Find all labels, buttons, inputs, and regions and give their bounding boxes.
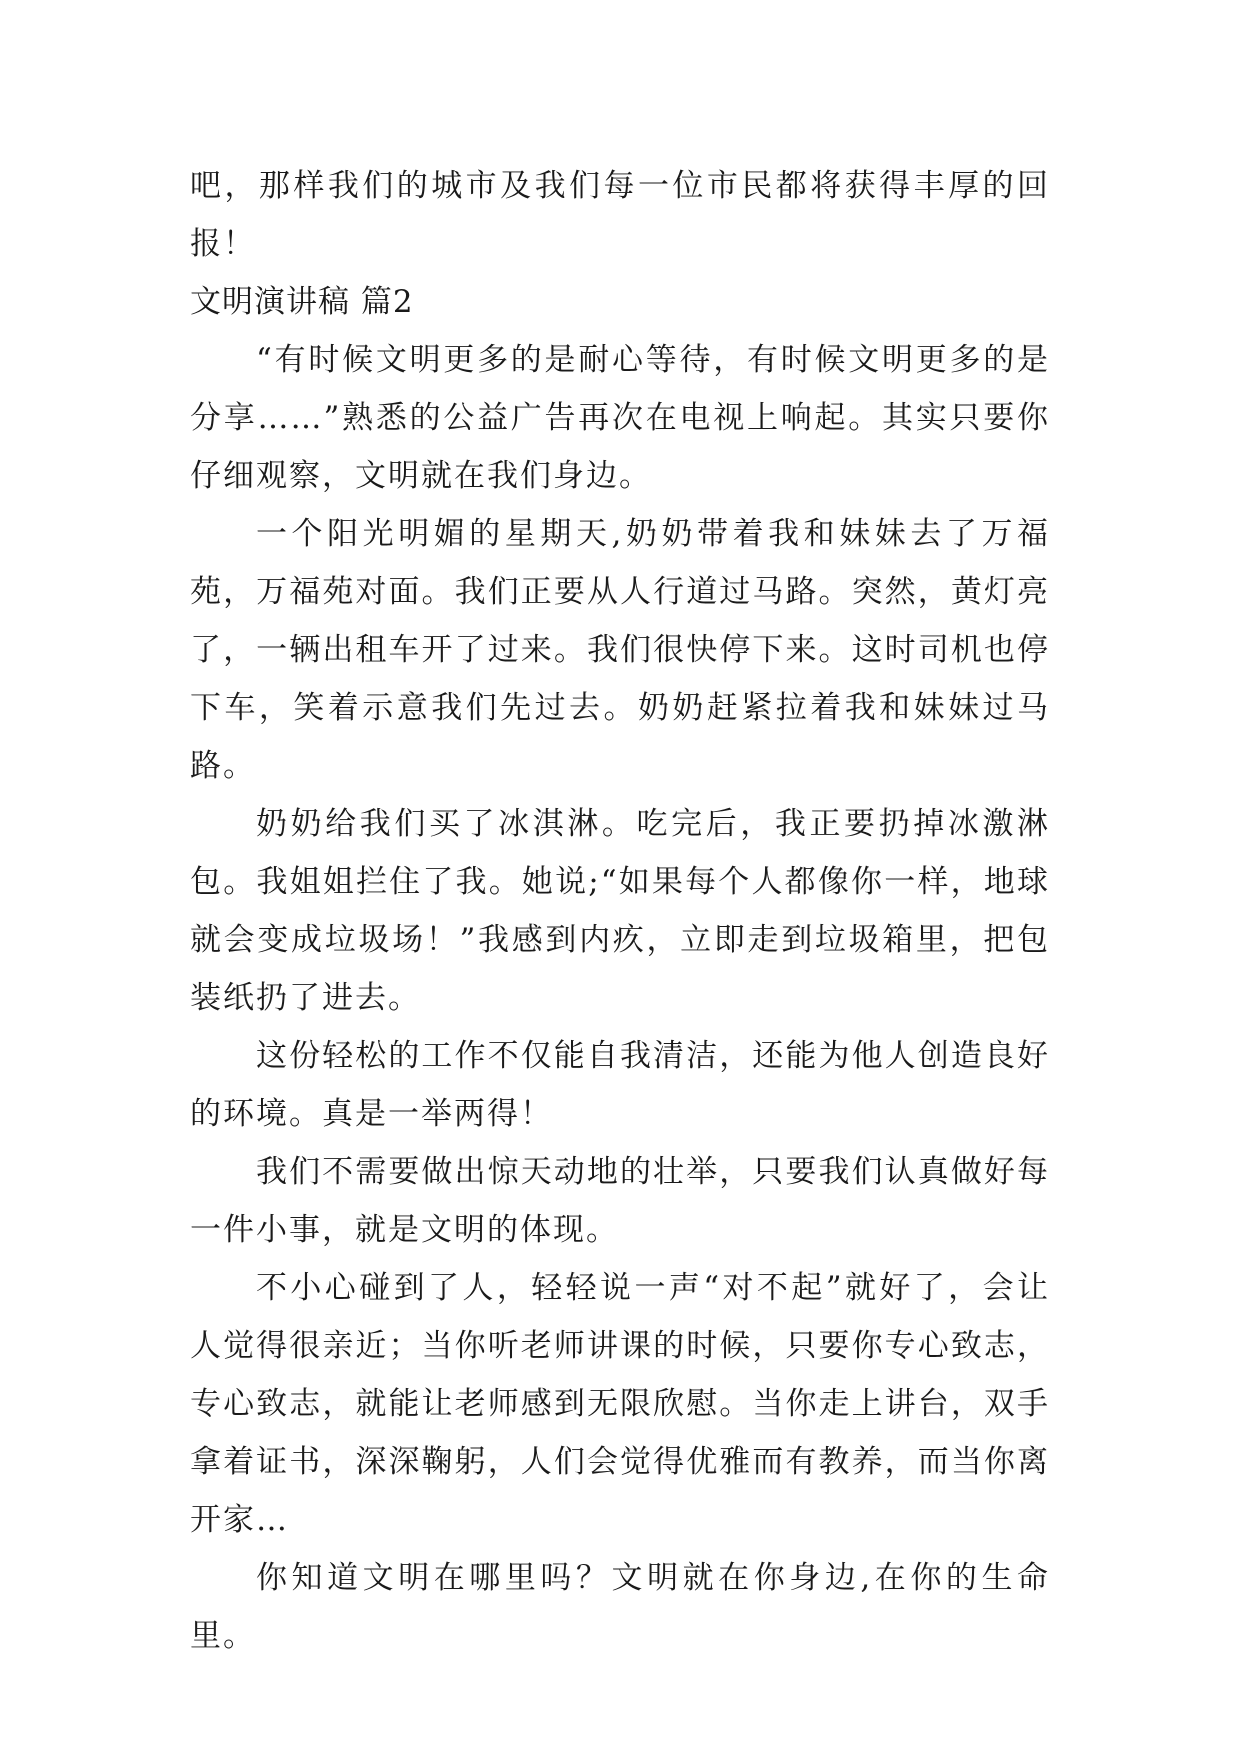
paragraph: “有时候文明更多的是耐心等待，有时候文明更多的是分享……”熟悉的公益广告再次在电视上响起。其实只要你仔细观察，文明就在我们身边。 [190,342,1050,494]
paragraph: 这份轻松的工作不仅能自我清洁，还能为他人创造良好的环境。真是一举两得！ [190,1038,1050,1132]
document-body [190,157,1050,1665]
paragraph: 你知道文明在哪里吗？文明就在你身边,在你的生命里。 [190,1560,1050,1654]
paragraph: 不小心碰到了人，轻轻说一声“对不起”就好了，会让人觉得很亲近；当你听老师讲课的时候，只要你专心致志，专心致志，就能让老师感到无限欣慰。当你走上讲台，双手拿着证书，深深鞠躬，人们会觉得优雅而有教养，而当你离开家… [190,1270,1050,1538]
paragraph: 奶奶给我们买了冰淇淋。吃完后，我正要扔掉冰激淋包。我姐姐拦住了我。她说;“如果每个人都像你一样，地球就会变成垃圾场！”我感到内疚，立即走到垃圾箱里，把包装纸扔了进去。 [190,806,1050,1016]
paragraph: 一个阳光明媚的星期天,奶奶带着我和妹妹去了万福苑，万福苑对面。我们正要从人行道过马路。突然，黄灯亮了，一辆出租车开了过来。我们很快停下来。这时司机也停下车，笑着示意我们先过去。奶奶赶紧拉着我和妹妹过马路。 [190,516,1050,784]
section-heading: 文明演讲稿 篇2 [190,284,414,320]
continuation-paragraph: 吧，那样我们的城市及我们每一位市民都将获得丰厚的回报！ [190,168,1050,262]
paragraph: 我们不需要做出惊天动地的壮举，只要我们认真做好每一件小事，就是文明的体现。 [190,1154,1050,1248]
